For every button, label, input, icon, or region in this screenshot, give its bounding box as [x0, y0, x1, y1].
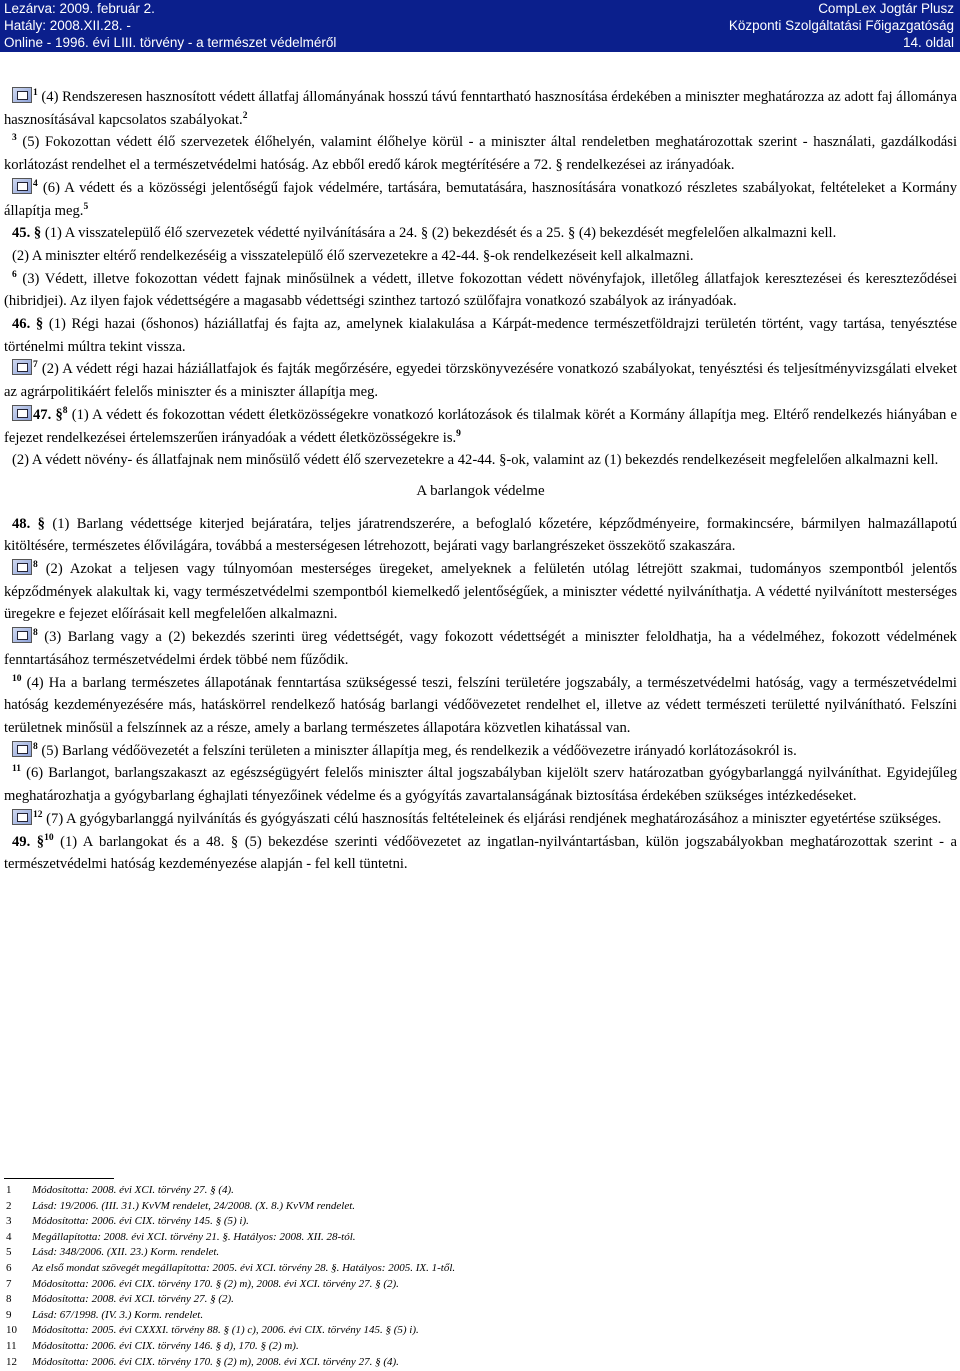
footnote: 6 Az első mondat szövegét megállapította: 2005. évi XCI. törvény 28. §. Hatályos: 2005. IX. 1-től.: [6, 1261, 456, 1274]
paragraph: $^{11}$ (6) Barlangot, barlangszakaszt az egészségügyért felelős miniszter által jogszabályban kijelölt szerv határozatban gyógybarlanggá nyilváníthat. Egyidejűleg meghatározhatja a gyógybarlang éghajlati tényezőinek védelme és a gyógyítás zavartalanságának biztosítása érdekében szükséges intézkedéseket.: [4, 764, 957, 805]
footnote-ref[interactable]: 10: [44, 832, 54, 843]
header-document-title: Online - 1996. évi LIII. törvény - a természet védelméről: [4, 35, 337, 50]
header-right: [729, 0, 954, 51]
footnote-ref[interactable]: 10: [12, 673, 22, 684]
header-product-name: CompLex Jogtár Plusz: [818, 1, 954, 16]
paragraph: 47. §$^8$ (1) A védett és fokozottan védett életközösségekre vonatkozó korlátozások és tilalmak körét a Kormány állapítja meg. Eltérő rendelkezés hiányában e fejezet rendelkezései értelemszerűen irányadóak a védett életközösségekre is.$^9$: [4, 405, 957, 446]
paragraph: (2) A miniszter eltérő rendelkezéséig a visszatelepülő élő szervezetekre a 42-44. §-ok rendelkezéseit kell alkalmazni.: [12, 247, 694, 264]
footnote-ref[interactable]: 8: [33, 628, 38, 639]
footnote: 1 Módosította: 2008. évi XCI. törvény 27. § (4).: [6, 1184, 234, 1196]
section-number: 48. §: [12, 515, 45, 532]
paragraph: (2) A védett növény- és állatfajnak nem minősülő védett élő szervezetekre a 42-44. §-ok, valamint az (1) bekezdés rendelkezéseit megfelelően alkalmazni kell.: [12, 452, 939, 469]
section-number: 46. §: [12, 316, 44, 333]
footnote: 12 Módosította: 2006. évi CIX. törvény 170. § (2) m), 2008. évi XCI. törvény 27. § (4).: [6, 1355, 399, 1368]
amendment-document-icon[interactable]: [12, 178, 32, 194]
footnote-ref[interactable]: 6: [12, 269, 17, 280]
paragraph: $^3$ (5) Fokozottan védett élő szervezetek élőhelyén, valamint élőhelye körül - a miniszter által rendeletben meghatározottak szerint - használati, gazdálkodási korlátozást rendelhet el a természetvédelmi hatóság. Az ebből eredő károk megtérítésére a 72. § rendelkezései az irányadóak.: [4, 133, 957, 174]
paragraph: $^{12}$ (7) A gyógybarlanggá nyilvánítás és gyógyászati célú hasznosítás feltételeinek és eljárási rendjének meghatározásához a miniszter egyetértése szükséges.: [4, 808, 957, 831]
header-organisation: Központi Szolgáltatási Főigazgatóság: [728, 18, 954, 33]
footnote-ref[interactable]: 8: [62, 405, 68, 416]
header-closing-date: Lezárva: 2009. február 2.: [4, 1, 155, 16]
amendment-document-icon[interactable]: [12, 405, 32, 421]
footnote: 4 Megállapította: 2008. évi XCI. törvény 21. §. Hatályos: 2008. XII. 28-tól.: [6, 1230, 356, 1243]
footnote: 2 Lásd: 19/2006. (III. 31.) KvVM rendelet, 24/2008. (X. 8.) KvVM rendelet.: [6, 1199, 356, 1212]
footnote-ref[interactable]: 7: [33, 360, 38, 371]
footnotes: [6, 1183, 455, 1370]
footnote-ref[interactable]: 9: [456, 428, 461, 439]
footnote-ref[interactable]: 11: [12, 764, 21, 775]
paragraph: $^6$ (3) Védett, illetve fokozottan védett fajnak minősülnek a védett, illetve fokozottan védett növényfajok, illetőleg állatfajok keresztezései és kereszteződései (hibridjei). Az ilyen fajok védettségére a magasabb védettségi szinthez tartozó szülőfajra vonatkozó szabályok az irányadóak.: [4, 269, 958, 310]
footnote-ref[interactable]: 12: [33, 809, 43, 820]
footnote: 9 Lásd: 67/1998. (IV. 3.) Korm. rendelet.: [6, 1308, 204, 1321]
document-body: [4, 86, 957, 876]
section-number: 45. §: [12, 225, 42, 242]
footnote-ref[interactable]: 8: [33, 741, 38, 752]
section-number: 49. §: [12, 833, 45, 850]
section-number: 47. §: [33, 406, 63, 423]
paragraph: 49. §$^{10}$ (1) A barlangokat és a 48. § (5) bekezdése szerinti védőövezetet az ingatlan-nyilvántartásban, külön jogszabályokban meghatározottak szerint - a természetvédelmi hatóság kezdeményezése alapján - fel kell tüntetni.: [4, 832, 957, 873]
footnote: 11 Módosította: 2006. évi CIX. törvény 146. § d), 170. § (2) m).: [6, 1339, 299, 1352]
footnote: 7 Módosította: 2006. évi CIX. törvény 170. § (2) m), 2008. évi XCI. törvény 27. § (2).: [6, 1277, 399, 1290]
header-effective-date: Hatály: 2008.XII.28. -: [4, 18, 131, 33]
footnote: 8 Módosította: 2008. évi XCI. törvény 27. § (2).: [6, 1293, 234, 1306]
section-title: A barlangok védelme: [416, 482, 545, 499]
paragraph: $^1$ (4) Rendszeresen hasznosított védett állatfaj állományának hosszú távú fenntartható hasznosítása érdekében a miniszter meghatározza az adott faj állománya hasznosításával kapcsolatos szabályokat.$^2$: [4, 88, 958, 128]
paragraph: 48. § (1) Barlang védettsége kiterjed bejáratára, teljes járatrendszerére, a befoglaló kőzetére, képződményeire, formakincsére, bármilyen halmazállapotú kitöltésére, természetes élővilágára, továbbá a mesterségesen létrehozott, bejárati vagy barlangrészeket összekötő szakaszára.: [4, 515, 957, 555]
footnote: 10 Módosította: 2005. évi CXXXI. törvény 88. § (1) c), 2006. évi CIX. törvény 145. § (5) i).: [6, 1324, 419, 1337]
header-left: [4, 0, 336, 51]
footnote-ref[interactable]: 1: [33, 88, 38, 99]
footnote-ref[interactable]: 5: [83, 201, 89, 212]
footnote-divider: [4, 1178, 114, 1179]
amendment-document-icon[interactable]: [12, 359, 32, 375]
footnote-ref[interactable]: 8: [33, 560, 38, 571]
paragraph: 45. § (1) A visszatelepülő élő szervezetek védetté nyilvánítására a 24. § (2) bekezdését és a 25. § (4) bekezdését megfelelően alkalmazni kell.: [12, 225, 837, 242]
footnote-ref[interactable]: 2: [242, 110, 248, 121]
paragraph: $^8$ (3) Barlang vagy a (2) bekezdés szerinti üreg védettségét, vagy fokozott védettségét a miniszter feloldhatja, ha a védelméhez, fokozott védelmének fenntartásához természetvédelmi érdek többé nem fűződik.: [4, 628, 957, 668]
footnote-ref[interactable]: 3: [12, 133, 17, 144]
footnote: 5 Lásd: 348/2006. (XII. 23.) Korm. rendelet.: [6, 1246, 220, 1259]
paragraph: 46. § (1) Régi hazai (őshonos) háziállatfaj és fajta az, amelynek kialakulása a Kárpát-medence természetföldrajzi területén történt, vagy tartása, tenyésztése történelmi múltra tekint vissza.: [4, 316, 958, 355]
paragraph: $^7$ (2) A védett régi hazai háziállatfajok és fajták megőrzésére, egyedei törzskönyvezésére vonatkozó szabályokat, tenyésztési és teljesítményvizsgálati elveket az agrárpolitikáért felelős miniszter és a miniszter állapítja meg.: [4, 360, 958, 401]
amendment-document-icon[interactable]: [12, 741, 32, 757]
paragraph: $^8$ (2) Azokat a teljesen vagy túlnyomóan mesterséges üregeket, amelyeknek a felületén utólag létrejött szakmai, tudományos szempontból jelentős képződmények alakultak ki, vagy természetvédelmi szempontból kiemelkedő jelentőségűek, a miniszter védetté nyilváníthatja. A védetté nyilvánított mesterséges üregekre e fejezet előírásait kell megfelelően alkalmazni.: [4, 560, 958, 623]
amendment-document-icon[interactable]: [12, 809, 32, 825]
paragraph: $^8$ (5) Barlang védőövezetét a felszíni területen a miniszter állapítja meg, és rendelkezik a védőövezetre irányadó korlátozásokról is.: [4, 740, 957, 763]
amendment-document-icon[interactable]: [12, 627, 32, 643]
footnote: 3 Módosította: 2006. évi CIX. törvény 145. § (5) i).: [6, 1215, 249, 1228]
paragraph: $^4$ (6) A védett és a közösségi jelentőségű fajok védelmére, tartására, bemutatására, hasznosítására vonatkozó részletes szabályokat, feltételeket a Kormány állapítja meg.$^5$: [4, 178, 957, 219]
header-page-number: 14. oldal: [902, 35, 954, 50]
amendment-document-icon[interactable]: [12, 559, 32, 575]
footnote-ref[interactable]: 4: [33, 178, 38, 189]
page-header: [0, 0, 960, 52]
amendment-document-icon[interactable]: [12, 87, 32, 103]
paragraph: $^{10}$ (4) Ha a barlang természetes állapotának fenntartása szükségessé teszi, felszíni területére jogszabály, a természetvédelmi hatóság, vagy a természetvédelmi hatóság kezdeményezésére más, hatáskörrel rendelkező hatóság barlangi védőövezetet rendelhet el, illetve az védett természeti területté nyilvánítható. Felszíni területnek minősül a felszínnek az a része, amely a barlang természetes állapotára közvetlen kihatással van.: [4, 673, 957, 736]
